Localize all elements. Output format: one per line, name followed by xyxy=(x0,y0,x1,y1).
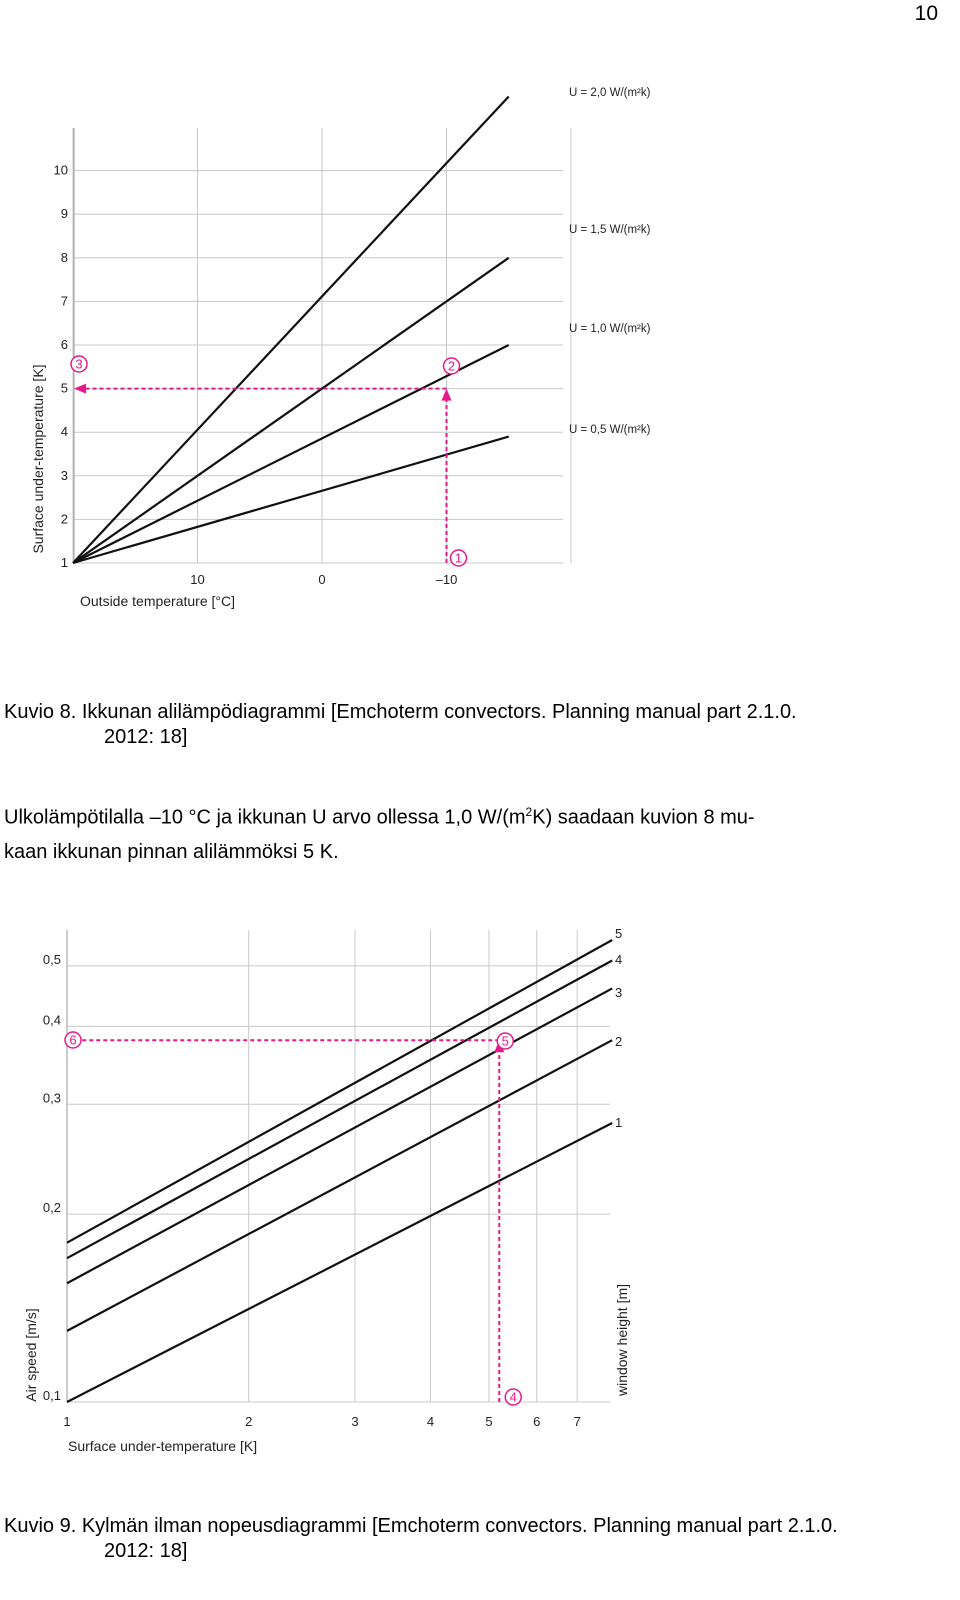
series-label: U = 0,5 W/(m²k) xyxy=(569,424,651,436)
y-tick-label: 0,3 xyxy=(42,1090,61,1106)
series-line-h-4 xyxy=(67,960,612,1258)
paragraph-text-a: Ulkolämpötilalla –10 °C ja ikkunan U arvo ollessa 1,0 W/(m xyxy=(4,806,526,829)
marker-label: 1 xyxy=(454,550,463,566)
series-line-u-2 xyxy=(73,345,509,563)
y-tick-label: 3 xyxy=(60,467,68,483)
paragraph-text-c: kaan ikkunan pinnan alilämmöksi 5 K. xyxy=(4,840,339,863)
y-tick-label: 2 xyxy=(60,511,68,527)
y-tick-label: 5 xyxy=(60,380,68,396)
under-temperature-chart xyxy=(0,0,960,680)
y-tick-label: 7 xyxy=(60,293,68,309)
x-tick-label: 0 xyxy=(318,572,326,587)
y-axis-label: Air speed [m/s] xyxy=(23,1308,39,1402)
x-tick-label: 7 xyxy=(573,1414,581,1429)
x-tick-label: 2 xyxy=(245,1414,253,1429)
y-tick-label: 0,4 xyxy=(42,1012,61,1028)
body-paragraph xyxy=(4,795,939,869)
series-label: 2 xyxy=(615,1034,623,1049)
paragraph-text-b: K) saadaan kuvion 8 mu- xyxy=(532,806,755,829)
annotation-arrow-up xyxy=(442,389,452,401)
right-axis-label: window height [m] xyxy=(614,1283,630,1397)
y-tick-label: 4 xyxy=(60,424,68,440)
y-tick-label: 1 xyxy=(60,555,68,570)
x-tick-label: 1 xyxy=(63,1414,71,1429)
series-line-u-0 xyxy=(73,96,509,563)
annotation-arrow-left xyxy=(74,384,86,394)
series-label: U = 1,0 W/(m²k) xyxy=(569,323,651,335)
x-tick-label: 5 xyxy=(485,1414,493,1429)
y-tick-label: 10 xyxy=(53,162,68,178)
y-tick-label: 9 xyxy=(60,206,68,222)
series-line-h-2 xyxy=(67,1040,612,1331)
figure-9-caption-line1: Kuvio 9. Kylmän ilman nopeusdiagrammi [Emchoterm convectors. Planning manual part 2.1.0. xyxy=(4,1515,838,1537)
series-line-h-3 xyxy=(67,988,612,1283)
series-label: U = 1,5 W/(m²k) xyxy=(569,224,651,236)
page-number: 10 xyxy=(914,2,938,25)
paragraph-superscript: 2 xyxy=(525,805,533,819)
x-tick-label: 10 xyxy=(190,572,205,587)
x-tick-label: 4 xyxy=(426,1414,435,1429)
series-line-u-1 xyxy=(73,258,509,563)
y-tick-label: 8 xyxy=(60,249,68,265)
x-tick-label: 6 xyxy=(533,1414,541,1429)
figure-8-caption xyxy=(4,700,797,750)
figure-8-caption-line2: 2012: 18] xyxy=(104,726,188,748)
y-tick-label: 0,2 xyxy=(42,1200,61,1216)
marker-label: 4 xyxy=(509,1389,517,1405)
marker-label: 5 xyxy=(501,1033,509,1049)
series-label: 3 xyxy=(615,985,623,1000)
figure-9-caption-line2: 2012: 18] xyxy=(104,1540,188,1562)
x-tick-label: –10 xyxy=(435,572,458,587)
x-axis-label: Outside temperature [°C] xyxy=(80,593,235,609)
figure-9-caption xyxy=(4,1514,838,1564)
marker-label: 3 xyxy=(75,356,83,372)
y-tick-label: 0,5 xyxy=(42,951,61,967)
series-line-h-1 xyxy=(67,1123,612,1402)
series-label: U = 2,0 W/(m²k) xyxy=(569,87,651,99)
series-line-h-5 xyxy=(67,940,612,1243)
series-label: 4 xyxy=(615,952,623,967)
air-speed-chart xyxy=(0,900,960,1500)
marker-label: 6 xyxy=(69,1032,77,1048)
y-tick-label: 0,1 xyxy=(42,1388,61,1403)
y-tick-label: 6 xyxy=(60,337,68,352)
series-label: 1 xyxy=(615,1115,623,1130)
x-axis-label: Surface under-temperature [K] xyxy=(68,1438,258,1454)
marker-label: 2 xyxy=(447,358,456,374)
figure-8-caption-line1: Kuvio 8. Ikkunan alilämpödiagrammi [Emchoterm convectors. Planning manual part 2.1.0. xyxy=(4,701,797,723)
x-tick-label: 3 xyxy=(351,1414,359,1429)
series-label: 5 xyxy=(615,926,623,941)
y-axis-label: Surface under-temperature [K] xyxy=(30,364,46,554)
series-line-u-3 xyxy=(73,437,509,563)
